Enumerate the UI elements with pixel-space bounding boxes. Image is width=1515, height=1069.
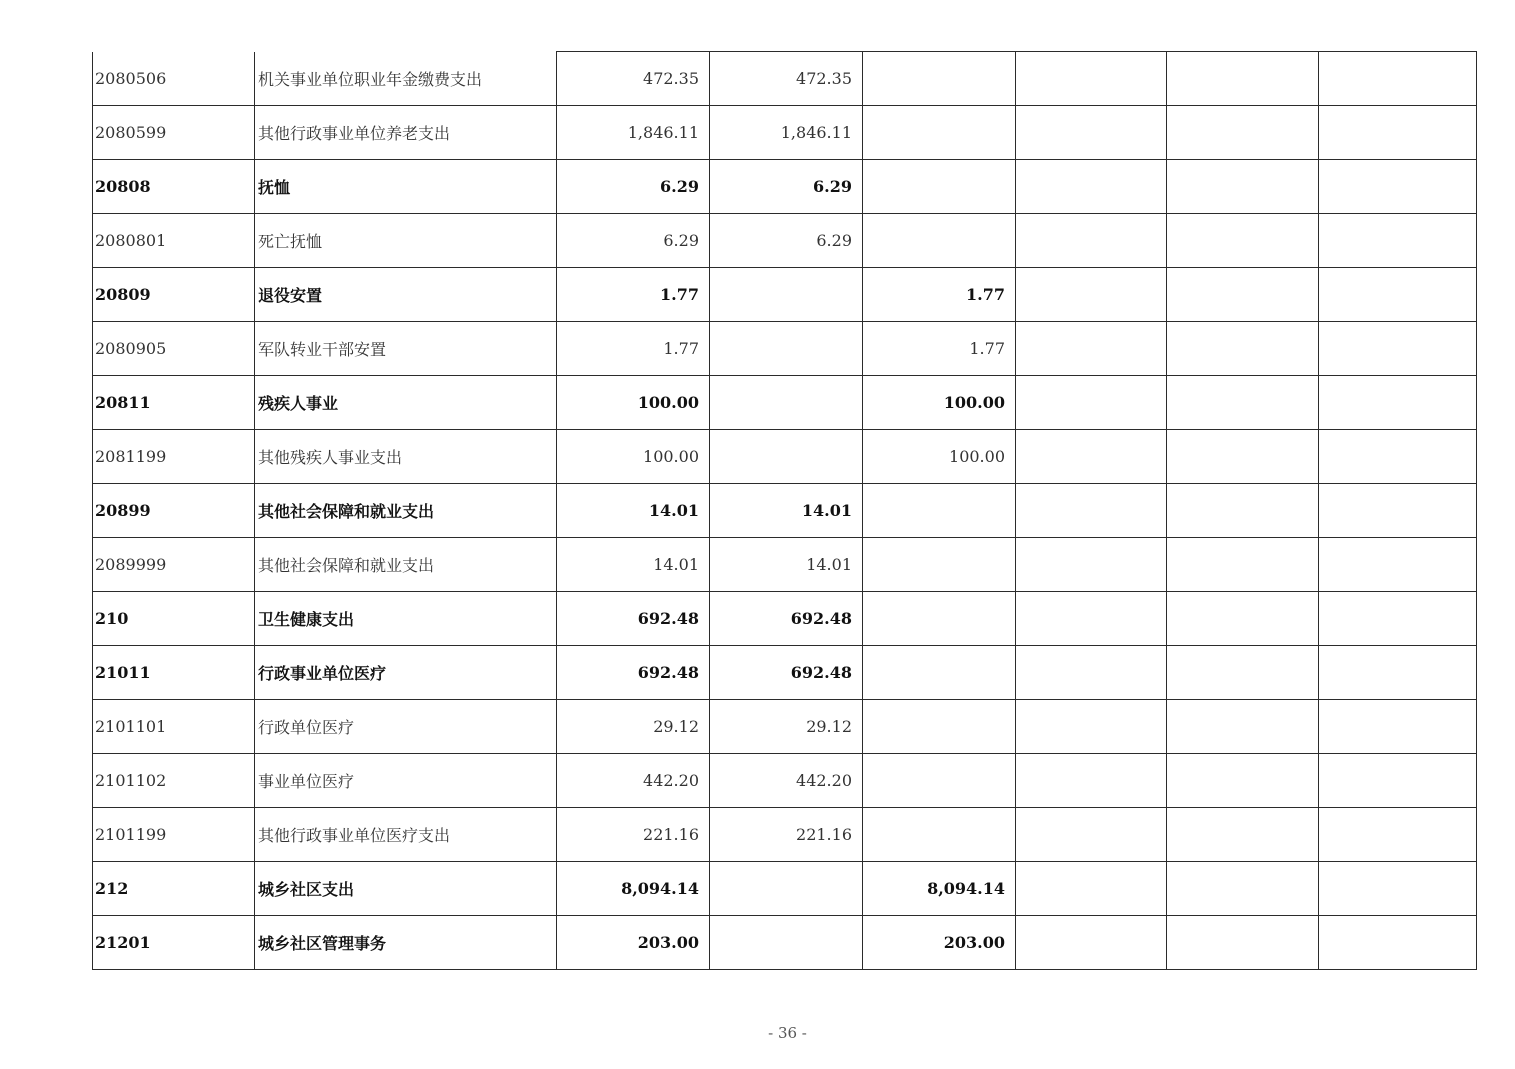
cell-basic-expenditure: 442.20	[710, 754, 863, 808]
cell-code: 2101102	[93, 754, 255, 808]
cell-basic-expenditure	[710, 862, 863, 916]
cell-project-expenditure	[863, 646, 1016, 700]
cell-empty	[1319, 268, 1477, 322]
cell-empty	[1167, 916, 1319, 970]
cell-total: 29.12	[557, 700, 710, 754]
table-row	[93, 862, 1477, 916]
cell-project-expenditure: 8,094.14	[863, 862, 1016, 916]
table-row	[93, 646, 1477, 700]
cell-basic-expenditure: 692.48	[710, 592, 863, 646]
cell-empty	[1016, 700, 1167, 754]
cell-empty	[1319, 916, 1477, 970]
cell-name: 其他残疾人事业支出	[255, 430, 557, 484]
cell-empty	[1319, 214, 1477, 268]
cell-empty	[1167, 160, 1319, 214]
cell-name: 城乡社区支出	[255, 862, 557, 916]
cell-empty	[1016, 484, 1167, 538]
cell-code: 2089999	[93, 538, 255, 592]
cell-empty	[1167, 322, 1319, 376]
cell-empty	[1016, 754, 1167, 808]
cell-empty	[1016, 916, 1167, 970]
cell-name: 死亡抚恤	[255, 214, 557, 268]
cell-empty	[1319, 592, 1477, 646]
cell-code: 20808	[93, 160, 255, 214]
cell-basic-expenditure: 692.48	[710, 646, 863, 700]
cell-total: 1,846.11	[557, 106, 710, 160]
cell-empty	[1319, 52, 1477, 106]
cell-name: 其他社会保障和就业支出	[255, 484, 557, 538]
budget-table	[92, 51, 1477, 970]
cell-empty	[1319, 484, 1477, 538]
cell-empty	[1016, 808, 1167, 862]
cell-empty	[1319, 106, 1477, 160]
cell-project-expenditure	[863, 52, 1016, 106]
cell-basic-expenditure: 29.12	[710, 700, 863, 754]
cell-name: 城乡社区管理事务	[255, 916, 557, 970]
cell-project-expenditure: 1.77	[863, 268, 1016, 322]
table-row	[93, 160, 1477, 214]
cell-empty	[1016, 646, 1167, 700]
cell-total: 100.00	[557, 430, 710, 484]
cell-empty	[1016, 214, 1167, 268]
cell-name: 行政事业单位医疗	[255, 646, 557, 700]
table-row	[93, 268, 1477, 322]
cell-empty	[1319, 538, 1477, 592]
cell-code: 20899	[93, 484, 255, 538]
table-row	[93, 376, 1477, 430]
table-row	[93, 106, 1477, 160]
table-row	[93, 430, 1477, 484]
cell-total: 221.16	[557, 808, 710, 862]
cell-total: 692.48	[557, 646, 710, 700]
cell-project-expenditure	[863, 106, 1016, 160]
cell-basic-expenditure	[710, 376, 863, 430]
cell-basic-expenditure: 472.35	[710, 52, 863, 106]
cell-basic-expenditure: 14.01	[710, 484, 863, 538]
cell-empty	[1016, 430, 1167, 484]
cell-code: 2080905	[93, 322, 255, 376]
cell-name: 残疾人事业	[255, 376, 557, 430]
cell-basic-expenditure: 14.01	[710, 538, 863, 592]
cell-empty	[1016, 376, 1167, 430]
cell-name: 卫生健康支出	[255, 592, 557, 646]
table-row	[93, 52, 1477, 106]
cell-name: 其他行政事业单位医疗支出	[255, 808, 557, 862]
cell-total: 14.01	[557, 484, 710, 538]
cell-total: 6.29	[557, 160, 710, 214]
cell-basic-expenditure	[710, 322, 863, 376]
cell-name: 其他社会保障和就业支出	[255, 538, 557, 592]
cell-basic-expenditure: 1,846.11	[710, 106, 863, 160]
table-row	[93, 214, 1477, 268]
cell-empty	[1167, 268, 1319, 322]
cell-code: 2101101	[93, 700, 255, 754]
cell-empty	[1167, 52, 1319, 106]
cell-empty	[1016, 862, 1167, 916]
table-row	[93, 700, 1477, 754]
cell-empty	[1319, 376, 1477, 430]
cell-total: 14.01	[557, 538, 710, 592]
cell-empty	[1016, 160, 1167, 214]
cell-code: 2081199	[93, 430, 255, 484]
table-row	[93, 322, 1477, 376]
cell-empty	[1016, 592, 1167, 646]
cell-total: 692.48	[557, 592, 710, 646]
cell-empty	[1167, 700, 1319, 754]
cell-empty	[1016, 106, 1167, 160]
cell-name: 抚恤	[255, 160, 557, 214]
cell-empty	[1167, 646, 1319, 700]
cell-basic-expenditure	[710, 268, 863, 322]
cell-total: 472.35	[557, 52, 710, 106]
cell-basic-expenditure: 221.16	[710, 808, 863, 862]
cell-empty	[1167, 538, 1319, 592]
cell-total: 100.00	[557, 376, 710, 430]
cell-empty	[1319, 808, 1477, 862]
cell-empty	[1319, 646, 1477, 700]
cell-total: 1.77	[557, 268, 710, 322]
cell-empty	[1016, 268, 1167, 322]
cell-total: 1.77	[557, 322, 710, 376]
cell-project-expenditure: 203.00	[863, 916, 1016, 970]
table-row	[93, 592, 1477, 646]
cell-empty	[1319, 160, 1477, 214]
cell-name: 行政单位医疗	[255, 700, 557, 754]
cell-code: 2080506	[93, 52, 255, 106]
cell-code: 2080801	[93, 214, 255, 268]
cell-name: 事业单位医疗	[255, 754, 557, 808]
cell-project-expenditure	[863, 808, 1016, 862]
cell-code: 2101199	[93, 808, 255, 862]
cell-project-expenditure	[863, 160, 1016, 214]
cell-empty	[1167, 862, 1319, 916]
cell-code: 2080599	[93, 106, 255, 160]
cell-basic-expenditure: 6.29	[710, 214, 863, 268]
cell-empty	[1319, 862, 1477, 916]
cell-name: 其他行政事业单位养老支出	[255, 106, 557, 160]
cell-empty	[1016, 538, 1167, 592]
table-row	[93, 916, 1477, 970]
cell-empty	[1167, 106, 1319, 160]
cell-total: 442.20	[557, 754, 710, 808]
cell-empty	[1167, 484, 1319, 538]
cell-project-expenditure	[863, 214, 1016, 268]
cell-basic-expenditure	[710, 916, 863, 970]
table-row	[93, 538, 1477, 592]
cell-project-expenditure	[863, 484, 1016, 538]
cell-project-expenditure: 100.00	[863, 430, 1016, 484]
cell-code: 21201	[93, 916, 255, 970]
cell-code: 21011	[93, 646, 255, 700]
cell-project-expenditure: 1.77	[863, 322, 1016, 376]
cell-total: 6.29	[557, 214, 710, 268]
cell-code: 20811	[93, 376, 255, 430]
cell-project-expenditure	[863, 538, 1016, 592]
cell-basic-expenditure	[710, 430, 863, 484]
table-body	[93, 52, 1477, 970]
cell-empty	[1319, 700, 1477, 754]
cell-project-expenditure	[863, 592, 1016, 646]
cell-total: 203.00	[557, 916, 710, 970]
cell-empty	[1016, 52, 1167, 106]
cell-code: 20809	[93, 268, 255, 322]
cell-empty	[1319, 430, 1477, 484]
cell-project-expenditure	[863, 754, 1016, 808]
page-number: - 36 -	[768, 1024, 807, 1042]
cell-total: 8,094.14	[557, 862, 710, 916]
cell-code: 210	[93, 592, 255, 646]
cell-project-expenditure	[863, 700, 1016, 754]
cell-project-expenditure: 100.00	[863, 376, 1016, 430]
cell-empty	[1167, 376, 1319, 430]
table-row	[93, 808, 1477, 862]
cell-name: 机关事业单位职业年金缴费支出	[255, 52, 557, 106]
cell-name: 军队转业干部安置	[255, 322, 557, 376]
cell-empty	[1319, 322, 1477, 376]
table-row	[93, 484, 1477, 538]
cell-basic-expenditure: 6.29	[710, 160, 863, 214]
cell-empty	[1167, 214, 1319, 268]
cell-empty	[1016, 322, 1167, 376]
cell-code: 212	[93, 862, 255, 916]
cell-name: 退役安置	[255, 268, 557, 322]
table-row	[93, 754, 1477, 808]
cell-empty	[1167, 808, 1319, 862]
cell-empty	[1167, 592, 1319, 646]
cell-empty	[1167, 430, 1319, 484]
cell-empty	[1167, 754, 1319, 808]
cell-empty	[1319, 754, 1477, 808]
